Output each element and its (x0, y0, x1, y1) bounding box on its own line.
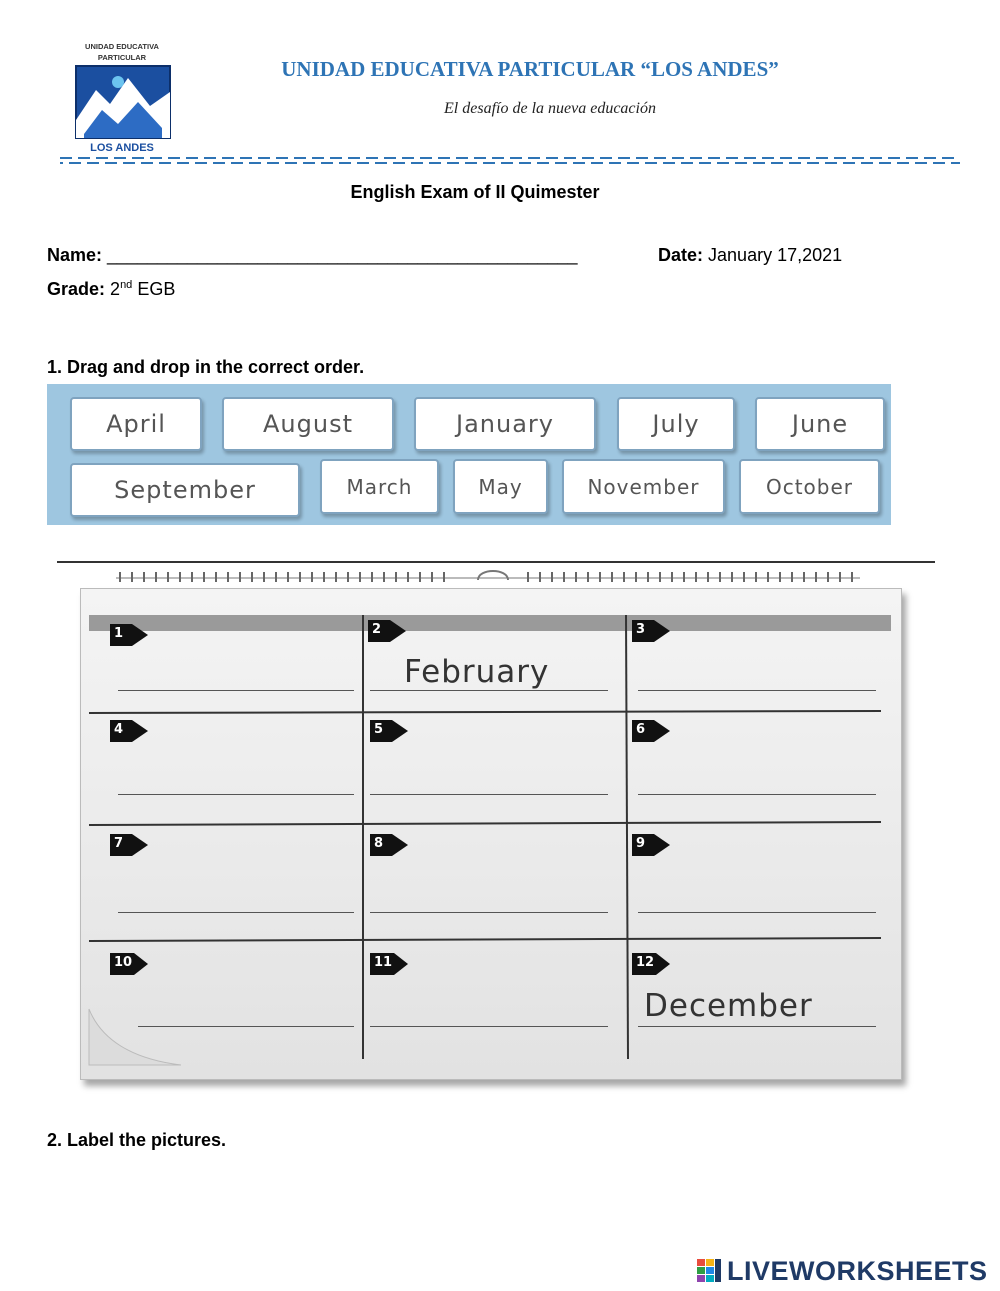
month-number-flag (370, 834, 408, 856)
word-chip-label: September (114, 476, 256, 504)
month-answer: December (644, 988, 813, 1024)
month-number-flag (370, 720, 408, 742)
word-chip-label: October (765, 474, 854, 499)
month-number: 6 (636, 722, 646, 737)
month-number: 3 (636, 622, 646, 637)
name-field (47, 245, 578, 266)
date-label: Date: (658, 245, 704, 265)
answer-blank[interactable] (638, 794, 876, 795)
word-chip-label: July (652, 410, 700, 438)
word-chip-label: January (456, 410, 554, 438)
date-field (658, 245, 842, 266)
word-chip[interactable] (414, 397, 596, 451)
grade-number: 2 (110, 279, 121, 299)
calendar-binding-rings (80, 566, 910, 600)
month-number: 5 (374, 722, 384, 737)
liveworksheets-logo[interactable] (697, 1256, 988, 1286)
word-chip[interactable] (562, 459, 725, 514)
svg-text:LOS ANDES: LOS ANDES (90, 142, 154, 154)
word-chip-label: June (791, 410, 849, 438)
month-number-flag (368, 620, 406, 642)
word-chip[interactable] (453, 459, 548, 514)
answer-blank[interactable] (638, 912, 876, 913)
date-value: January 17,2021 (708, 245, 843, 265)
month-number-flag (632, 620, 670, 642)
answer-blank[interactable] (138, 1026, 354, 1027)
month-number-flag (632, 834, 670, 856)
exam-title: English Exam of II Quimester (350, 182, 600, 202)
month-number: 2 (372, 622, 382, 637)
answer-blank[interactable] (370, 912, 608, 913)
answer-blank[interactable] (370, 794, 608, 795)
month-answer: February (404, 654, 550, 690)
question-1-title: 1. Drag and drop in the correct order. (47, 357, 365, 377)
svg-text:UNIDAD EDUCATIVA: UNIDAD EDUCATIVA (85, 42, 159, 51)
school-motto: El desafío de la nueva educación (444, 100, 656, 117)
month-number: 8 (374, 836, 384, 851)
month-number-flag (110, 624, 148, 646)
answer-blank[interactable] (638, 1026, 876, 1027)
word-chip-label: March (346, 474, 413, 499)
liveworksheets-wordmark: LIVEWORKSHEETS (727, 1255, 988, 1286)
word-chip[interactable] (222, 397, 394, 451)
question-2-title: 2. Label the pictures. (47, 1130, 227, 1150)
school-logo (62, 40, 182, 158)
answer-blank[interactable] (118, 912, 354, 913)
month-number: 12 (636, 955, 655, 970)
answer-blank[interactable] (118, 690, 354, 691)
header-divider (60, 155, 960, 167)
month-number-flag (370, 953, 408, 975)
grade-field (47, 279, 175, 300)
word-chip[interactable] (617, 397, 735, 451)
word-chip[interactable] (70, 463, 300, 517)
name-label: Name: (47, 245, 103, 265)
word-chip[interactable] (755, 397, 885, 451)
month-number: 11 (374, 955, 393, 970)
word-chip-label: April (106, 410, 166, 438)
month-number: 10 (114, 955, 133, 970)
word-chip-label: November (587, 474, 700, 499)
month-number: 7 (114, 836, 124, 851)
word-chip-label: May (478, 474, 523, 499)
calendar (80, 566, 910, 1081)
answer-blank[interactable] (370, 690, 608, 691)
svg-text:PARTICULAR: PARTICULAR (97, 53, 147, 62)
month-number-flag (110, 834, 148, 856)
word-chip[interactable] (70, 397, 202, 451)
grade-ordinal: nd (120, 279, 133, 291)
month-number: 9 (636, 836, 646, 851)
word-chip[interactable] (739, 459, 880, 514)
month-number-flag (110, 953, 148, 975)
grade-suffix: EGB (137, 279, 176, 299)
name-blank[interactable]: _______________________________________________ (107, 245, 578, 265)
grade-label: Grade: (47, 279, 106, 299)
word-bank (47, 384, 891, 525)
month-number: 4 (114, 722, 124, 737)
answer-blank[interactable] (638, 690, 876, 691)
section-divider (57, 561, 935, 563)
month-number: 1 (114, 626, 124, 641)
school-name: UNIDAD EDUCATIVA PARTICULAR “LOS ANDES” (281, 57, 779, 81)
liveworksheets-icon (697, 1259, 723, 1283)
month-number-flag (110, 720, 148, 742)
answer-blank[interactable] (118, 794, 354, 795)
month-number-flag (632, 720, 670, 742)
month-number-flag (632, 953, 670, 975)
word-chip[interactable] (320, 459, 439, 514)
word-chip-label: August (263, 410, 353, 438)
answer-blank[interactable] (370, 1026, 608, 1027)
